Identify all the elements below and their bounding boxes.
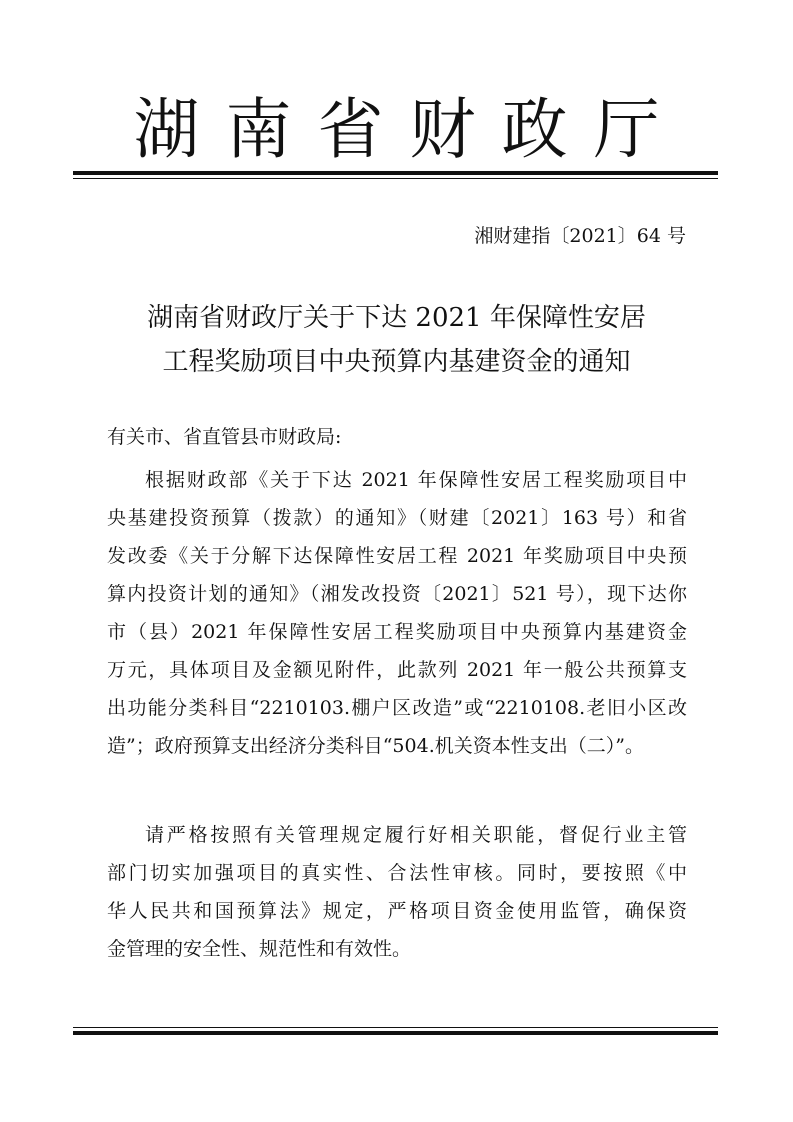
paragraph-line: 算内投资计划的通知》（湘发改投资〔2021〕521 号），现下达你 (107, 583, 687, 605)
paragraph-line: 华人民共和国预算法》规定，严格项目资金使用监管，确保资 (107, 900, 687, 922)
document-number: 湘财建指〔2021〕64 号 (474, 225, 686, 247)
title-line-1: 湖南省财政厅关于下达 2021 年保障性安居 (147, 303, 646, 333)
paragraph-line: 根据财政部《关于下达 2021 年保障性安居工程奖励项目中 (145, 469, 687, 491)
paragraph-line: 发改委《关于分解下达保障性安居工程 2021 年奖励项目中央预 (107, 545, 687, 567)
header-rule-thick (73, 171, 718, 175)
footer-rule-thick (73, 1031, 718, 1035)
paragraph-line: 请严格按照有关管理规定履行好相关职能，督促行业主管 (145, 824, 687, 846)
salutation: 有关市、省直管县市财政局: (107, 426, 342, 448)
paragraph-1 (107, 461, 687, 765)
paragraph-2 (107, 816, 687, 968)
paragraph-line: 市（县）2021 年保障性安居工程奖励项目中央预算内基建资金 (107, 621, 687, 643)
paragraph-line: 出功能分类科目“2210103.棚户区改造”或“2210108.老旧小区改 (107, 697, 687, 719)
paragraph-line: 金管理的安全性、规范性和有效性。 (107, 938, 412, 960)
paragraph-line: 造”；政府预算支出经济分类科目“504.机关资本性支出（二）”。 (107, 735, 644, 757)
header-rule-thin (73, 178, 718, 179)
document-title (0, 296, 793, 384)
paragraph-line: 央基建投资预算（拨款）的通知》（财建〔2021〕163 号）和省 (107, 507, 687, 529)
organization-header: 湖南省财政厅 (133, 91, 686, 168)
title-line-2: 工程奖励项目中央预算内基建资金的通知 (162, 347, 631, 377)
footer-rule-thin (73, 1027, 718, 1028)
paragraph-line: 万元，具体项目及金额见附件，此款列 2021 年一般公共预算支 (107, 659, 687, 681)
paragraph-line: 部门切实加强项目的真实性、合法性审核。同时，要按照《中 (107, 862, 687, 884)
